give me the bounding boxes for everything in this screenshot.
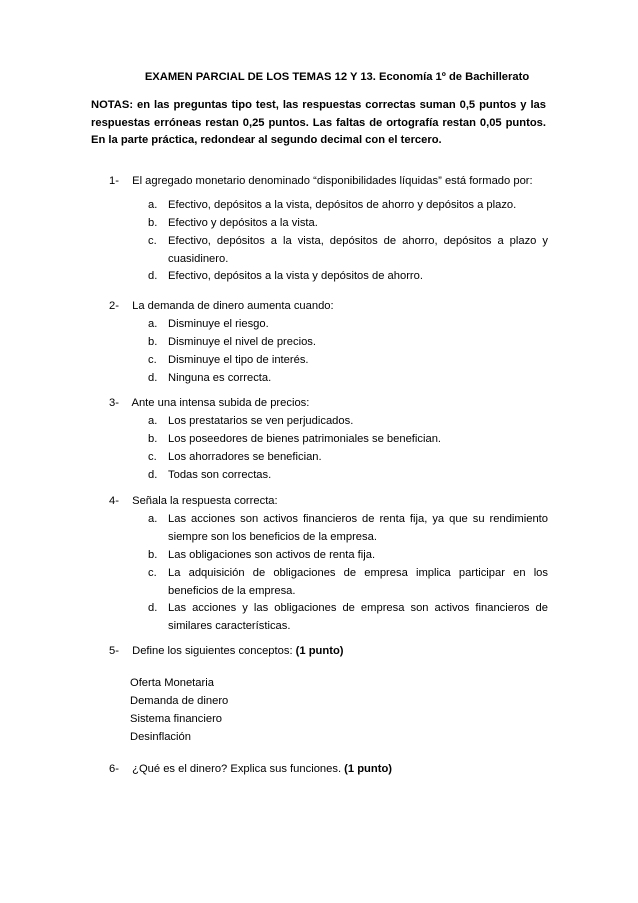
- option-text: Los ahorradores se benefician.: [168, 451, 322, 463]
- concept-item: Oferta Monetaria: [130, 677, 214, 689]
- option-text: Los prestatarios se ven perjudicados.: [168, 415, 354, 427]
- option-letter: d.: [148, 602, 158, 614]
- option-letter: b.: [148, 217, 158, 229]
- exam-title: EXAMEN PARCIAL DE LOS TEMAS 12 Y 13. Economía 1º de Bachillerato: [144, 71, 530, 83]
- question-text: La demanda de dinero aumenta cuando:: [132, 300, 334, 312]
- question-text: Ante una intensa subida de precios:: [131, 397, 310, 409]
- question-text: El agregado monetario denominado “disponibilidades líquidas” está formado por:: [132, 175, 533, 187]
- question-number: 2-: [109, 300, 119, 312]
- question-text: Señala la respuesta correcta:: [132, 495, 278, 507]
- option-text: Las acciones son activos financieros de renta fija, ya que su rendimiento siempre son los beneficios de la empresa.: [168, 513, 548, 543]
- concept-item: Sistema financiero: [130, 713, 223, 725]
- concept-item: Desinflación: [130, 731, 191, 743]
- option-text: Disminuye el tipo de interés.: [168, 354, 309, 366]
- option-letter: b.: [148, 336, 158, 348]
- option-text: Las acciones y las obligaciones de empresa son activos financieros de similares características.: [168, 602, 548, 632]
- question-stem: [109, 175, 549, 187]
- question-stem: [109, 763, 549, 775]
- option-text: Efectivo, depósitos a la vista y depósitos de ahorro.: [168, 270, 423, 282]
- option-text: Efectivo, depósitos a la vista, depósitos de ahorro, depósitos a plazo y cuasidinero.: [168, 235, 548, 265]
- question-text: Define los siguientes conceptos:: [132, 645, 296, 657]
- question-points: (1 punto): [295, 645, 344, 657]
- option-letter: b.: [148, 549, 158, 561]
- option-text: Las obligaciones son activos de renta fija.: [168, 549, 376, 561]
- option-text: Disminuye el nivel de precios.: [168, 336, 316, 348]
- option-letter: c.: [148, 451, 157, 463]
- option-text: Efectivo y depósitos a la vista.: [168, 217, 318, 229]
- question-stem: [109, 495, 549, 507]
- option-text: Todas son correctas.: [168, 469, 272, 481]
- question-number: 5-: [109, 645, 119, 657]
- question-stem: [109, 300, 549, 312]
- question-stem: [109, 645, 549, 657]
- question-text: ¿Qué es el dinero? Explica sus funciones.: [132, 763, 345, 775]
- option-letter: c.: [148, 354, 157, 366]
- option-text: Los poseedores de bienes patrimoniales se benefician.: [168, 433, 442, 445]
- option-letter: d.: [148, 372, 158, 384]
- option-text: Efectivo, depósitos a la vista, depósitos de ahorro y depósitos a plazo.: [168, 199, 517, 211]
- question-points: (1 punto): [344, 763, 393, 775]
- option-letter: a.: [148, 513, 158, 525]
- option-text: La adquisición de obligaciones de empresa implica participar en los beneficios de la empresa.: [168, 567, 548, 597]
- option-text: Ninguna es correcta.: [168, 372, 272, 384]
- option-text: Disminuye el riesgo.: [168, 318, 269, 330]
- question-number: 6-: [109, 763, 119, 775]
- question-number: 1-: [109, 175, 119, 187]
- concept-item: Demanda de dinero: [130, 695, 229, 707]
- option-letter: b.: [148, 433, 158, 445]
- question-number: 3-: [109, 397, 119, 409]
- option-letter: d.: [148, 469, 158, 481]
- option-letter: a.: [148, 415, 158, 427]
- exam-notes: NOTAS: en las preguntas tipo test, las respuestas correctas suman 0,5 puntos y las respuestas erróneas restan 0,25 puntos. Las faltas de ortografía restan 0,05 puntos. En la parte práctica, redondear al segundo decimal con el tercero.: [91, 99, 546, 146]
- option-letter: a.: [148, 318, 158, 330]
- question-number: 4-: [109, 495, 119, 507]
- option-letter: d.: [148, 270, 158, 282]
- option-letter: c.: [148, 235, 157, 247]
- option-letter: c.: [148, 567, 157, 579]
- question-stem: [109, 397, 549, 409]
- option-letter: a.: [148, 199, 158, 211]
